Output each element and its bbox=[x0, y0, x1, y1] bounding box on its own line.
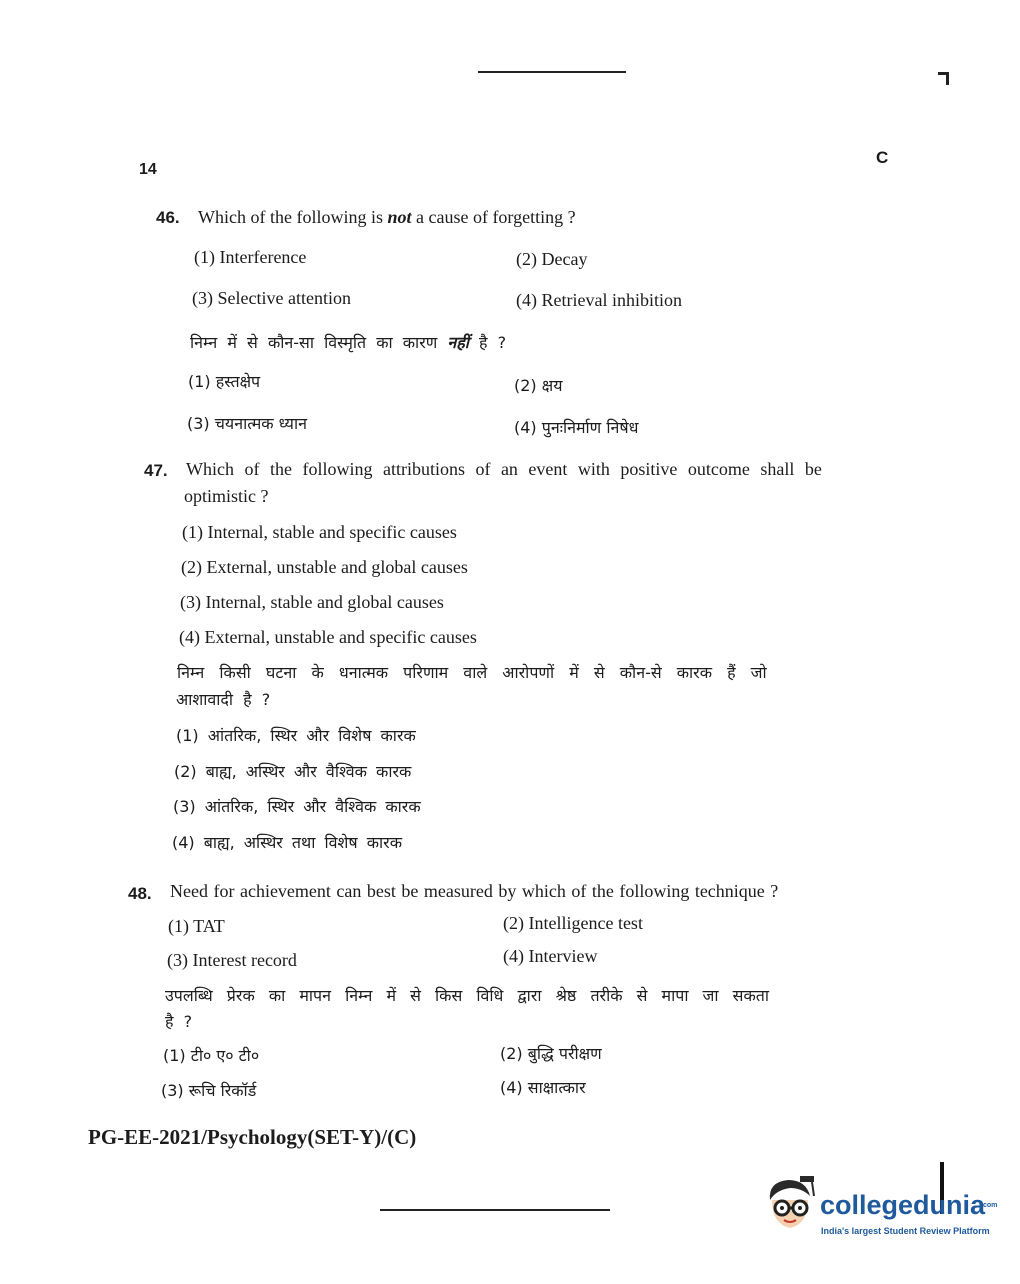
question-48-text-en: Need for achievement can best be measured by which of the following technique ? bbox=[170, 881, 779, 901]
question-47-text-hi-line2: आशावादी है ? bbox=[176, 690, 271, 709]
page-number: 14 bbox=[139, 161, 157, 178]
q48-option-1-hi: (1) टी० ए० टी० bbox=[163, 1046, 260, 1065]
q47-option-4-hi: (4) बाह्य, अस्थिर तथा विशेष कारक bbox=[172, 833, 403, 852]
q47-option-1-en: (1) Internal, stable and specific causes bbox=[182, 522, 457, 542]
q46-option-4-en: (4) Retrieval inhibition bbox=[516, 290, 682, 310]
q48-option-4-en: (4) Interview bbox=[503, 946, 598, 966]
question-48-text-hi-line2: है ? bbox=[165, 1012, 193, 1031]
brand-tagline: India's largest Student Review Platform bbox=[821, 1226, 990, 1236]
paper-code: PG-EE-2021/Psychology(SET-Y)/(C) bbox=[88, 1125, 417, 1149]
question-46-text-hi: निम्न में से कौन-सा विस्मृति का कारण नहीं है ? bbox=[190, 333, 507, 352]
q48-option-3-en: (3) Interest record bbox=[167, 950, 297, 970]
q46-option-3-en: (3) Selective attention bbox=[192, 288, 351, 308]
brand-name: collegedunia bbox=[820, 1190, 986, 1220]
question-47-number: 47. bbox=[144, 461, 168, 480]
question-46-text-en: Which of the following is not a cause of forgetting ? bbox=[198, 207, 576, 227]
question-48-text-hi-line1: उपलब्धि प्रेरक का मापन निम्न में से किस विधि द्वारा श्रेष्ठ तरीके से मापा जा सकता bbox=[165, 986, 770, 1005]
question-48-number: 48. bbox=[128, 884, 152, 903]
q46-option-1-hi: (1) हस्तक्षेप bbox=[188, 372, 261, 391]
q48-option-2-hi: (2) बुद्धि परीक्षण bbox=[500, 1044, 602, 1063]
q48-option-3-hi: (3) रूचि रिकॉर्ड bbox=[161, 1081, 257, 1100]
q47-option-2-en: (2) External, unstable and global causes bbox=[181, 557, 468, 577]
question-47-text-en-line1: Which of the following attributions of an event with positive outcome shall be bbox=[186, 459, 822, 479]
q46-option-3-hi: (3) चयनात्मक ध्यान bbox=[187, 414, 307, 433]
bottom-rule bbox=[380, 1209, 610, 1211]
q47-option-4-en: (4) External, unstable and specific causes bbox=[179, 627, 477, 647]
q46-option-1-en: (1) Interference bbox=[194, 247, 307, 267]
brand-tld: .com bbox=[981, 1202, 998, 1209]
question-46-number: 46. bbox=[156, 208, 180, 227]
q47-option-3-hi: (3) आंतरिक, स्थिर और वैश्विक कारक bbox=[173, 797, 421, 816]
q47-option-1-hi: (1) आंतरिक, स्थिर और विशेष कारक bbox=[176, 726, 416, 745]
corner-mark bbox=[938, 72, 949, 85]
q46-option-2-hi: (2) क्षय bbox=[514, 376, 563, 395]
watermark-logo bbox=[760, 1162, 996, 1254]
q46-option-2-en: (2) Decay bbox=[516, 249, 588, 269]
q47-option-3-en: (3) Internal, stable and global causes bbox=[180, 592, 444, 612]
q48-option-4-hi: (4) साक्षात्कार bbox=[500, 1078, 586, 1097]
top-rule bbox=[478, 71, 626, 73]
set-code: C bbox=[876, 148, 889, 167]
q48-option-2-en: (2) Intelligence test bbox=[503, 913, 643, 933]
mascot-icon bbox=[762, 1174, 818, 1234]
q47-option-2-hi: (2) बाह्य, अस्थिर और वैश्विक कारक bbox=[174, 762, 412, 781]
q48-option-1-en: (1) TAT bbox=[168, 916, 225, 936]
question-47-text-en-line2: optimistic ? bbox=[184, 486, 269, 506]
question-47-text-hi-line1: निम्न किसी घटना के धनात्मक परिणाम वाले आरोपणों में से कौन-से कारक हैं जो bbox=[177, 663, 767, 682]
q46-option-4-hi: (4) पुनःनिर्माण निषेध bbox=[514, 418, 639, 437]
